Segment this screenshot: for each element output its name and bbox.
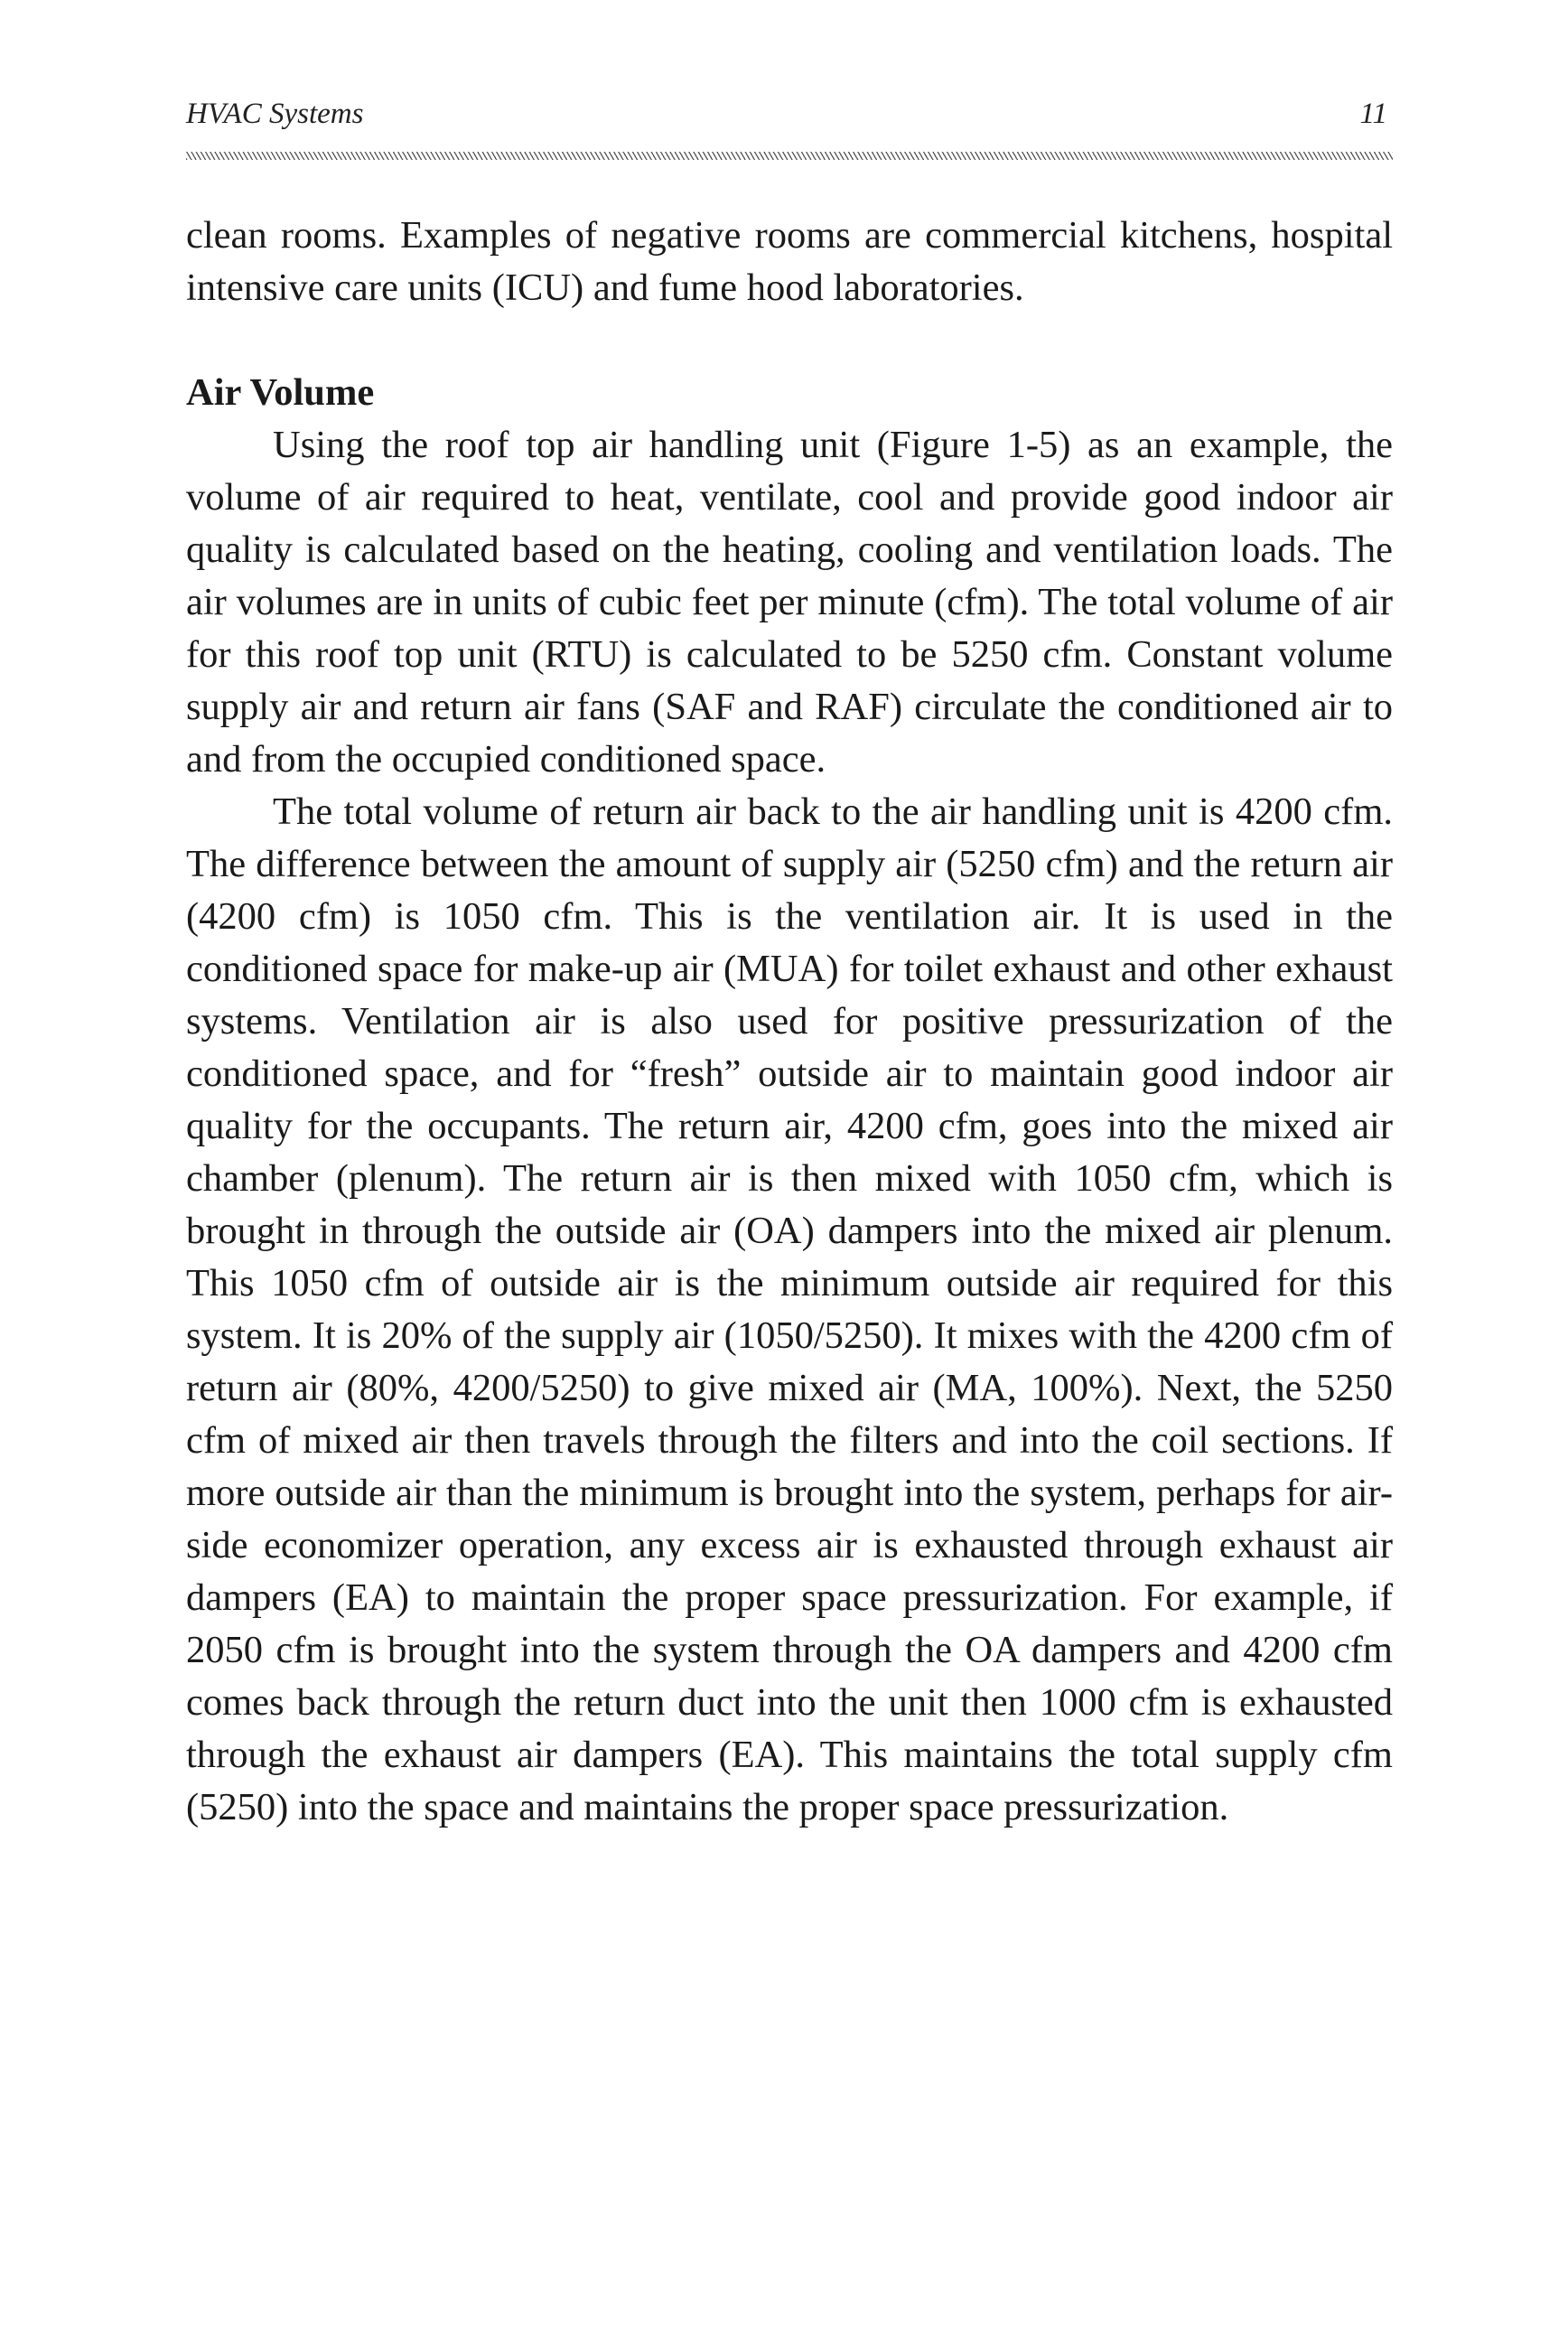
intro-paragraph: clean rooms. Examples of negative rooms are commercial kitchens, hospital intensive care units (ICU) and fume hood laboratories. — [186, 214, 1393, 309]
paragraph-1: Using the roof top air handling unit (Figure 1-5) as an example, the volume of air required to heat, ventilate, cool and provide good indoor air quality is calculated based on the heating, cooling and ventilation loads. The air volumes are in units of cubic feet per minute (cfm). The total volume of air for this roof top unit (RTU) is calculated to be 5250 cfm. Constant volume supply air and return air fans (SAF and RAF) circulate the conditioned air to and from the occupied conditioned space. — [186, 424, 1393, 781]
running-title: HVAC Systems — [186, 98, 364, 130]
header-rule — [186, 152, 1393, 160]
running-header — [186, 98, 1393, 143]
paragraph-2: The total volume of return air back to the air handling unit is 4200 cfm. The difference between the amount of supply air (5250 cfm) and the return air (4200 cfm) is 1050 cfm. This is the ventilation air. It is used in the conditioned space for make-up air (MUA) for toilet exhaust and other exhaust systems. Ventilation air is also used for positive pressurization of the conditioned space, and for “fresh” outside air to maintain good indoor air quality for the occupants. The return air, 4200 cfm, goes into the mixed air chamber (plenum). The return air is then mixed with 1050 cfm, which is brought in through the outside air (OA) dampers into the mixed air plenum. This 1050 cfm of outside air is the minimum outside air required for this system. It is 20% of the supply air (1050/5250). It mixes with the 4200 cfm of return air (80%, 4200/5250) to give mixed air (MA, 100%). Next, the 5250 cfm of mixed air then travels through the filters and into the coil sections. If more outside air than the minimum is brought into the system, perhaps for air-side economizer operation, any excess air is exhausted through exhaust air dampers (EA) to maintain the proper space pressurization. For example, if 2050 cfm is brought into the system through the OA dampers and 4200 cfm comes back through the return duct into the unit then 1000 cfm is exhausted through the exhaust air dampers (EA). This maintains the total supply cfm (5250) into the space and maintains the proper space pressurization. — [186, 790, 1393, 1828]
section-heading: Air Volume — [186, 371, 375, 414]
page-number: 11 — [1359, 98, 1387, 130]
body-text — [186, 210, 1393, 1834]
